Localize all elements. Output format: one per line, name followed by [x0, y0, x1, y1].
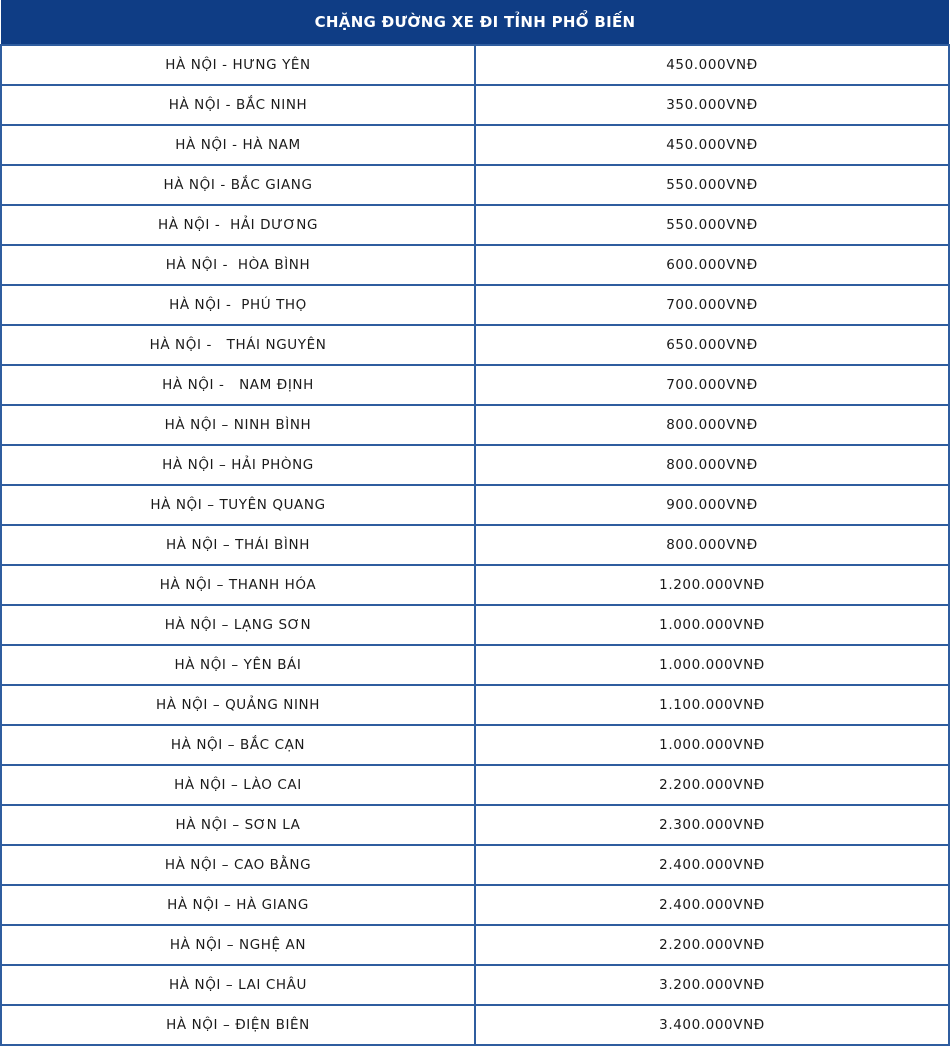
- table-row: [1, 765, 949, 805]
- price-cell: 2.400.000VNĐ: [475, 885, 949, 925]
- price-cell: 1.000.000VNĐ: [475, 725, 949, 765]
- route-cell: HÀ NỘI – LÀO CAI: [1, 765, 475, 805]
- table-row: [1, 525, 949, 565]
- route-cell: HÀ NỘI – NGHỆ AN: [1, 925, 475, 965]
- price-cell: 1.200.000VNĐ: [475, 565, 949, 605]
- price-cell: 650.000VNĐ: [475, 325, 949, 365]
- table-row: [1, 125, 949, 165]
- price-cell: 700.000VNĐ: [475, 285, 949, 325]
- price-cell: 450.000VNĐ: [475, 45, 949, 85]
- route-cell: HÀ NỘI – BẮC CẠN: [1, 725, 475, 765]
- route-cell: HÀ NỘI - HẢI DƯƠNG: [1, 205, 475, 245]
- price-cell: 2.300.000VNĐ: [475, 805, 949, 845]
- table-row: [1, 645, 949, 685]
- route-cell: HÀ NỘI - PHÚ THỌ: [1, 285, 475, 325]
- table-title: CHẶNG ĐƯỜNG XE ĐI TỈNH PHỔ BIẾN: [1, 0, 949, 45]
- table-row: [1, 1005, 949, 1045]
- price-cell: 700.000VNĐ: [475, 365, 949, 405]
- route-cell: HÀ NỘI – LẠNG SƠN: [1, 605, 475, 645]
- table-row: [1, 405, 949, 445]
- price-cell: 600.000VNĐ: [475, 245, 949, 285]
- table-row: [1, 365, 949, 405]
- price-cell: 350.000VNĐ: [475, 85, 949, 125]
- route-cell: HÀ NỘI - HÀ NAM: [1, 125, 475, 165]
- price-cell: 800.000VNĐ: [475, 525, 949, 565]
- route-cell: HÀ NỘI – YÊN BÁI: [1, 645, 475, 685]
- route-cell: HÀ NỘI – LAI CHÂU: [1, 965, 475, 1005]
- table-row: [1, 565, 949, 605]
- table-row: [1, 725, 949, 765]
- price-cell: 1.000.000VNĐ: [475, 645, 949, 685]
- table-row: [1, 485, 949, 525]
- table-row: [1, 205, 949, 245]
- table-row: [1, 285, 949, 325]
- table-row: [1, 445, 949, 485]
- table-row: [1, 965, 949, 1005]
- price-cell: 450.000VNĐ: [475, 125, 949, 165]
- price-cell: 1.000.000VNĐ: [475, 605, 949, 645]
- table-row: [1, 845, 949, 885]
- price-cell: 800.000VNĐ: [475, 445, 949, 485]
- route-cell: HÀ NỘI – THÁI BÌNH: [1, 525, 475, 565]
- table-row: [1, 685, 949, 725]
- price-cell: 550.000VNĐ: [475, 165, 949, 205]
- table-body: [1, 45, 949, 1045]
- route-cell: HÀ NỘI – THANH HÓA: [1, 565, 475, 605]
- price-cell: 550.000VNĐ: [475, 205, 949, 245]
- price-cell: 3.400.000VNĐ: [475, 1005, 949, 1045]
- table-row: [1, 925, 949, 965]
- route-cell: HÀ NỘI - NAM ĐỊNH: [1, 365, 475, 405]
- table-header-row: [1, 0, 949, 45]
- price-cell: 1.100.000VNĐ: [475, 685, 949, 725]
- price-cell: 800.000VNĐ: [475, 405, 949, 445]
- route-cell: HÀ NỘI - BẮC GIANG: [1, 165, 475, 205]
- route-cell: HÀ NỘI – CAO BẰNG: [1, 845, 475, 885]
- table-row: [1, 85, 949, 125]
- route-cell: HÀ NỘI - BẮC NINH: [1, 85, 475, 125]
- table-row: [1, 165, 949, 205]
- route-cell: HÀ NỘI - HƯNG YÊN: [1, 45, 475, 85]
- table-row: [1, 45, 949, 85]
- price-cell: 3.200.000VNĐ: [475, 965, 949, 1005]
- table-row: [1, 885, 949, 925]
- route-cell: HÀ NỘI - THÁI NGUYÊN: [1, 325, 475, 365]
- route-cell: HÀ NỘI – QUẢNG NINH: [1, 685, 475, 725]
- price-cell: 900.000VNĐ: [475, 485, 949, 525]
- table-row: [1, 805, 949, 845]
- table-row: [1, 245, 949, 285]
- table-row: [1, 325, 949, 365]
- price-cell: 2.400.000VNĐ: [475, 845, 949, 885]
- route-cell: HÀ NỘI – NINH BÌNH: [1, 405, 475, 445]
- price-cell: 2.200.000VNĐ: [475, 925, 949, 965]
- route-cell: HÀ NỘI – HÀ GIANG: [1, 885, 475, 925]
- route-cell: HÀ NỘI – SƠN LA: [1, 805, 475, 845]
- route-cell: HÀ NỘI – ĐIỆN BIÊN: [1, 1005, 475, 1045]
- route-cell: HÀ NỘI – TUYÊN QUANG: [1, 485, 475, 525]
- route-cell: HÀ NỘI – HẢI PHÒNG: [1, 445, 475, 485]
- table-row: [1, 605, 949, 645]
- route-cell: HÀ NỘI - HÒA BÌNH: [1, 245, 475, 285]
- price-cell: 2.200.000VNĐ: [475, 765, 949, 805]
